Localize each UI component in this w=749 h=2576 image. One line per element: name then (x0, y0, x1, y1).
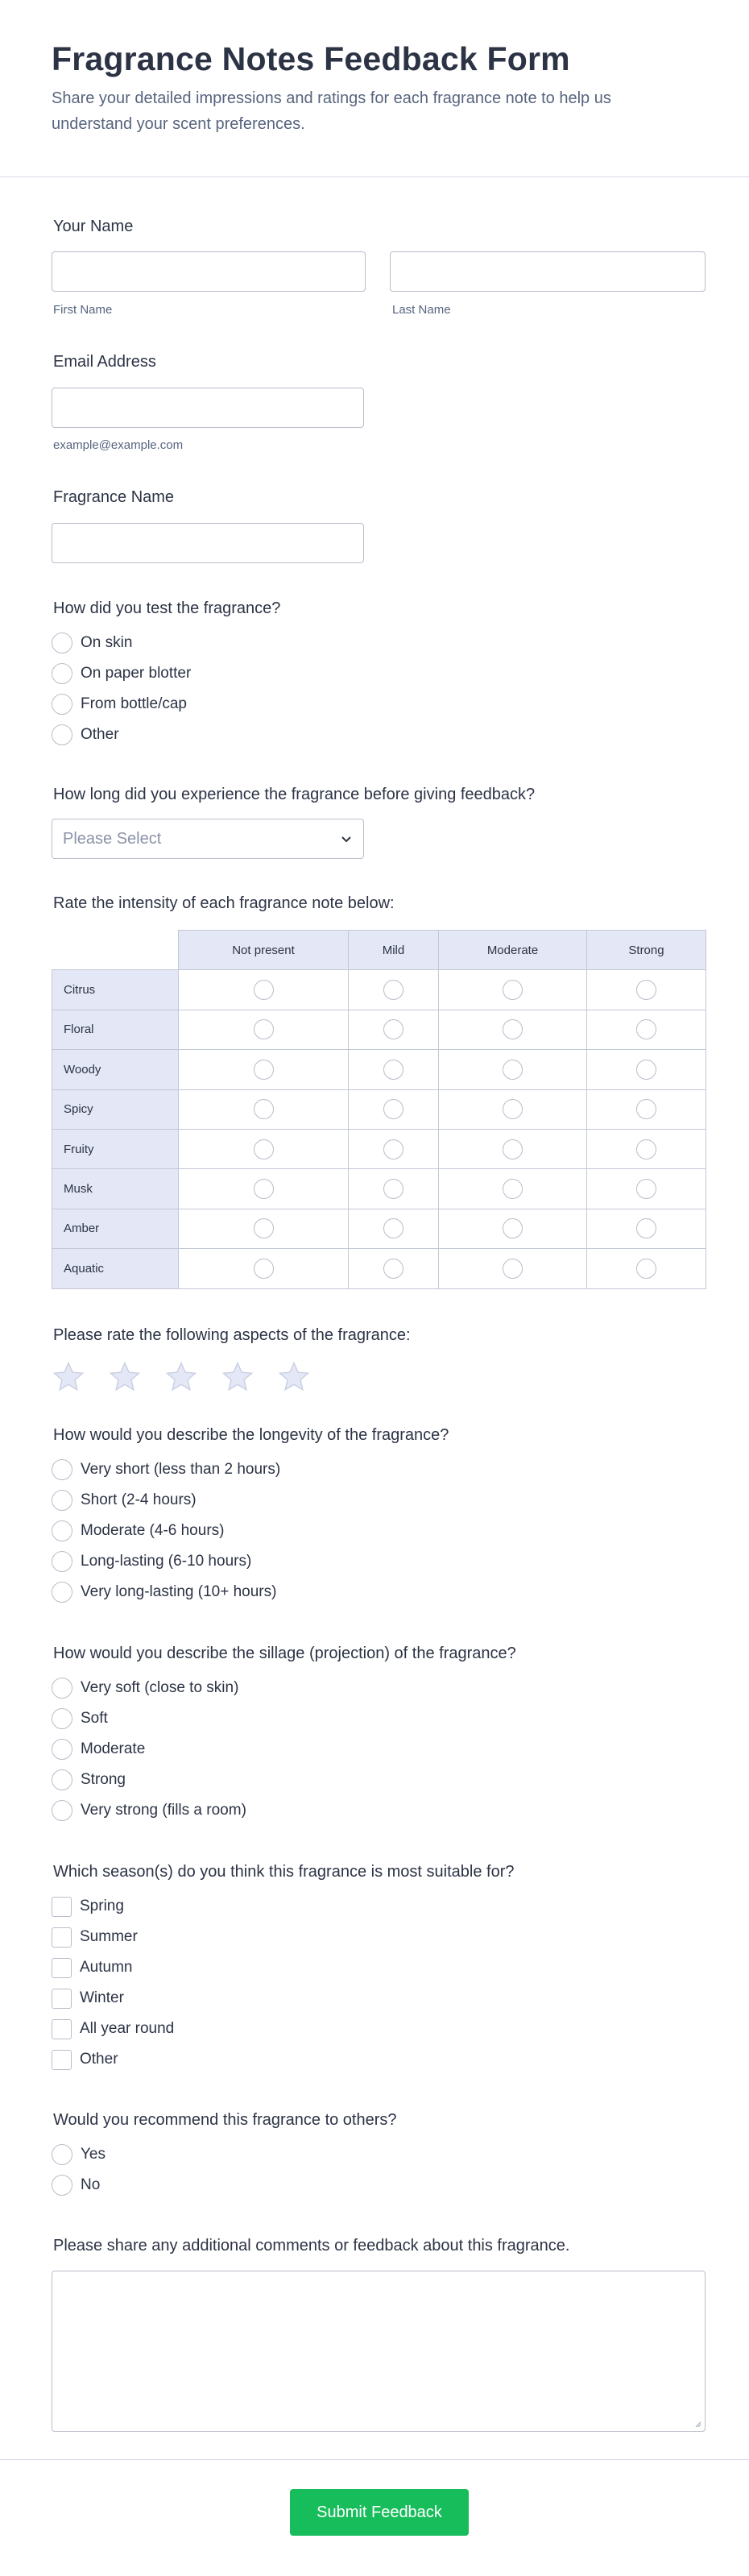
star-icon[interactable] (164, 1360, 198, 1394)
matrix-radio-button[interactable] (636, 1139, 656, 1159)
email-input[interactable] (52, 388, 364, 428)
matrix-cell (439, 1050, 587, 1089)
matrix-radio-button[interactable] (254, 980, 274, 1000)
radio-button[interactable] (52, 2175, 72, 2196)
matrix-cell (587, 1169, 706, 1209)
radio-button[interactable] (52, 694, 72, 715)
matrix-cell (179, 970, 349, 1010)
checkbox[interactable] (52, 1958, 72, 1978)
checkbox[interactable] (52, 1989, 72, 2009)
matrix-radio-button[interactable] (503, 1099, 523, 1119)
matrix-cell (439, 1169, 587, 1209)
recommend-label: Would you recommend this fragrance to others? (53, 2111, 397, 2129)
matrix-cell (587, 1249, 706, 1288)
matrix-cell (349, 970, 439, 1010)
matrix-radio-button[interactable] (636, 980, 656, 1000)
matrix-cell (349, 1209, 439, 1248)
star-icon[interactable] (221, 1360, 254, 1394)
matrix-cell (179, 1209, 349, 1248)
matrix-cell (179, 1050, 349, 1089)
matrix-cell (179, 1169, 349, 1209)
matrix-radio-button[interactable] (636, 1218, 656, 1238)
matrix-radio-button[interactable] (503, 1139, 523, 1159)
matrix-cell (439, 1129, 587, 1168)
comments-textarea[interactable] (52, 2271, 706, 2432)
matrix-row-label: Floral (52, 1010, 179, 1049)
submit-button[interactable]: Submit Feedback (290, 2489, 469, 2536)
matrix-radio-button[interactable] (503, 1218, 523, 1238)
matrix-cell (587, 1010, 706, 1049)
matrix-radio-button[interactable] (383, 1179, 403, 1199)
matrix-row (52, 1089, 706, 1129)
matrix-row (52, 1050, 706, 1089)
matrix-radio-button[interactable] (383, 1139, 403, 1159)
matrix-radio-button[interactable] (254, 1060, 274, 1080)
matrix-cell (439, 1249, 587, 1288)
star-rating (52, 1360, 333, 1394)
matrix-row-label: Citrus (52, 970, 179, 1010)
matrix-row-label: Amber (52, 1209, 179, 1248)
sillage-option[interactable]: Strong (52, 1769, 126, 1791)
matrix-cell (587, 1050, 706, 1089)
longevity-option[interactable]: Moderate (4-6 hours) (52, 1520, 224, 1542)
longevity-option[interactable]: Very short (less than 2 hours) (52, 1458, 280, 1481)
matrix-radio-button[interactable] (383, 1019, 403, 1039)
radio-button[interactable] (52, 1459, 72, 1480)
matrix-radio-button[interactable] (383, 980, 403, 1000)
season-option[interactable]: Autumn (52, 1956, 132, 1979)
fragrance-name-label: Fragrance Name (53, 488, 175, 506)
matrix-column-header: Not present (179, 931, 349, 970)
matrix-cell (179, 1010, 349, 1049)
form-title: Fragrance Notes Feedback Form (52, 40, 570, 77)
matrix-cell (439, 1089, 587, 1129)
radio-button[interactable] (52, 1520, 72, 1541)
matrix-radio-button[interactable] (383, 1099, 403, 1119)
matrix-radio-button[interactable] (254, 1259, 274, 1279)
matrix-column-header: Mild (349, 931, 439, 970)
matrix-row (52, 970, 706, 1010)
last-name-input[interactable] (390, 251, 706, 292)
duration-select[interactable] (52, 819, 364, 859)
radio-button[interactable] (52, 1490, 72, 1511)
matrix-cell (349, 1129, 439, 1168)
matrix-row-label: Spicy (52, 1089, 179, 1129)
matrix-radio-button[interactable] (636, 1179, 656, 1199)
test-method-label: How did you test the fragrance? (53, 599, 281, 617)
radio-button[interactable] (52, 663, 72, 684)
season-option[interactable]: Summer (52, 1926, 138, 1948)
radio-button[interactable] (52, 1678, 72, 1699)
matrix-radio-button[interactable] (503, 980, 523, 1000)
matrix-cell (349, 1050, 439, 1089)
checkbox[interactable] (52, 2019, 72, 2039)
chevron-down-icon (341, 833, 352, 844)
sillage-option[interactable]: Soft (52, 1707, 108, 1730)
season-option[interactable]: Winter (52, 1987, 124, 2010)
fragrance-name-input[interactable] (52, 523, 364, 563)
form-description: Share your detailed impressions and ratings for each fragrance note to help us understand your scent preferences. (52, 89, 611, 133)
test-method-option[interactable]: From bottle/cap (52, 693, 187, 716)
matrix-radio-button[interactable] (503, 1060, 523, 1080)
matrix-radio-button[interactable] (636, 1259, 656, 1279)
test-method-option[interactable]: On paper blotter (52, 662, 191, 685)
matrix-cell (349, 1169, 439, 1209)
first-name-input[interactable] (52, 251, 366, 292)
matrix-radio-button[interactable] (254, 1099, 274, 1119)
test-method-option[interactable]: Other (52, 724, 119, 746)
matrix-row-label: Aquatic (52, 1249, 179, 1288)
matrix-cell (439, 1010, 587, 1049)
email-sublabel: example@example.com (53, 438, 184, 452)
longevity-option[interactable]: Long-lasting (6-10 hours) (52, 1550, 251, 1573)
matrix-cell (179, 1249, 349, 1288)
form-header (0, 0, 749, 177)
matrix-cell (587, 1209, 706, 1248)
matrix-row (52, 1209, 706, 1248)
checkbox[interactable] (52, 1897, 72, 1917)
radio-button[interactable] (52, 1800, 72, 1821)
matrix-row-label: Woody (52, 1050, 179, 1089)
radio-button[interactable] (52, 1708, 72, 1729)
checkbox[interactable] (52, 2050, 72, 2070)
sillage-option[interactable]: Moderate (52, 1738, 145, 1761)
matrix-radio-button[interactable] (254, 1218, 274, 1238)
matrix-header-row (52, 931, 706, 970)
name-label: Your Name (53, 218, 134, 235)
star-icon[interactable] (277, 1360, 311, 1394)
matrix-cell (587, 1129, 706, 1168)
longevity-label: How would you describe the longevity of the fragrance? (53, 1426, 449, 1444)
matrix-cell (587, 970, 706, 1010)
matrix-cell (349, 1249, 439, 1288)
matrix-radio-button[interactable] (636, 1019, 656, 1039)
comments-label: Please share any additional comments or feedback about this fragrance. (53, 2237, 570, 2255)
matrix-radio-button[interactable] (383, 1060, 403, 1080)
season-label: Which season(s) do you think this fragrance is most suitable for? (53, 1863, 515, 1881)
intensity-matrix (52, 930, 706, 1289)
radio-button[interactable] (52, 2144, 72, 2165)
star-icon[interactable] (108, 1360, 142, 1394)
select-placeholder: Please Select (63, 830, 162, 848)
duration-label: How long did you experience the fragrance before giving feedback? (53, 786, 536, 803)
matrix-row (52, 1249, 706, 1288)
radio-button[interactable] (52, 633, 72, 653)
radio-button[interactable] (52, 1739, 72, 1760)
radio-button[interactable] (52, 724, 72, 745)
radio-button[interactable] (52, 1551, 72, 1572)
season-option[interactable]: Spring (52, 1895, 124, 1918)
sillage-option[interactable]: Very strong (fills a room) (52, 1799, 246, 1822)
matrix-row (52, 1129, 706, 1168)
matrix-radio-button[interactable] (254, 1019, 274, 1039)
footer-divider (0, 2459, 749, 2460)
matrix-row (52, 1010, 706, 1049)
intensity-label: Rate the intensity of each fragrance note below: (53, 894, 395, 912)
season-option[interactable]: All year round (52, 2018, 174, 2040)
matrix-column-header: Strong (587, 931, 706, 970)
sillage-label: How would you describe the sillage (projection) of the fragrance? (53, 1645, 516, 1662)
matrix-radio-button[interactable] (503, 1019, 523, 1039)
rating-label: Please rate the following aspects of the fragrance: (53, 1326, 411, 1344)
matrix-cell (349, 1010, 439, 1049)
matrix-corner (52, 931, 179, 970)
matrix-radio-button[interactable] (383, 1218, 403, 1238)
matrix-cell (179, 1089, 349, 1129)
recommend-option[interactable]: No (52, 2174, 100, 2196)
matrix-column-header: Moderate (439, 931, 587, 970)
matrix-radio-button[interactable] (254, 1139, 274, 1159)
sillage-option[interactable]: Very soft (close to skin) (52, 1677, 238, 1699)
matrix-radio-button[interactable] (383, 1259, 403, 1279)
season-option[interactable]: Other (52, 2048, 118, 2071)
matrix-cell (439, 1209, 587, 1248)
matrix-row-label: Fruity (52, 1129, 179, 1168)
matrix-radio-button[interactable] (636, 1060, 656, 1080)
matrix-cell (439, 970, 587, 1010)
matrix-radio-button[interactable] (503, 1179, 523, 1199)
matrix-cell (587, 1089, 706, 1129)
matrix-row-label: Musk (52, 1169, 179, 1209)
radio-button[interactable] (52, 1582, 72, 1603)
checkbox[interactable] (52, 1927, 72, 1948)
recommend-option[interactable]: Yes (52, 2143, 106, 2166)
radio-button[interactable] (52, 1769, 72, 1790)
last-name-sublabel: Last Name (392, 303, 451, 317)
longevity-option[interactable]: Short (2-4 hours) (52, 1489, 197, 1512)
matrix-radio-button[interactable] (636, 1099, 656, 1119)
email-label: Email Address (53, 353, 156, 371)
matrix-radio-button[interactable] (503, 1259, 523, 1279)
longevity-option[interactable]: Very long-lasting (10+ hours) (52, 1581, 276, 1603)
matrix-row (52, 1169, 706, 1209)
test-method-option[interactable]: On skin (52, 632, 132, 654)
matrix-radio-button[interactable] (254, 1179, 274, 1199)
star-icon[interactable] (52, 1360, 85, 1394)
matrix-cell (179, 1129, 349, 1168)
first-name-sublabel: First Name (53, 303, 113, 317)
matrix-cell (349, 1089, 439, 1129)
resize-grip-icon[interactable] (693, 2420, 701, 2428)
